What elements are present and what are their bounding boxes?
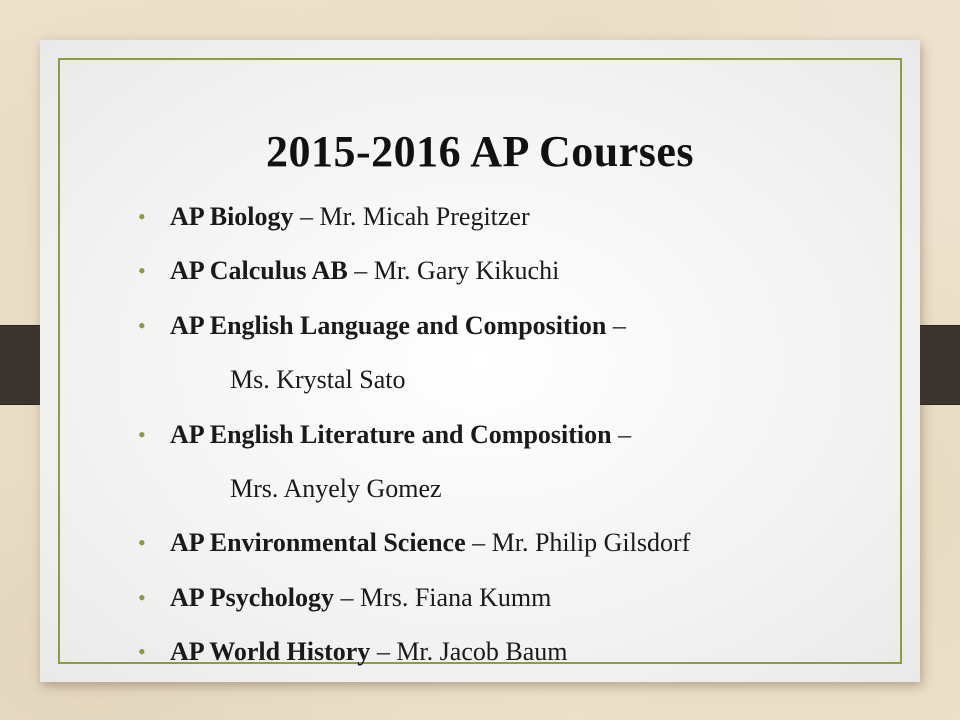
course-name: AP English Language and Composition [170, 310, 607, 340]
separator: – [347, 256, 374, 286]
separator: – [606, 310, 626, 340]
course-name: AP Calculus AB [170, 256, 348, 286]
course-name: AP Environmental Science [170, 528, 466, 558]
teacher-name: Mr. Philip Gilsdorf [491, 528, 691, 558]
teacher-name: Ms. Krystal Sato [230, 365, 406, 395]
bullet-icon: • [138, 204, 146, 229]
course-entry [170, 252, 559, 290]
course-entry [170, 198, 530, 236]
bullet-icon: • [138, 584, 146, 610]
separator: – [611, 419, 632, 449]
course-entry [170, 416, 631, 454]
teacher-name: Mr. Jacob Baum [396, 637, 568, 667]
course-entry [170, 579, 551, 617]
course-entry [170, 524, 690, 562]
bullet-icon: • [138, 258, 146, 284]
slide-title: 2015-2016 AP Courses [266, 127, 694, 176]
course-name: AP Biology [170, 202, 294, 231]
teacher-name: Mr. Micah Pregitzer [319, 202, 530, 231]
bullet-icon: • [138, 421, 146, 447]
bullet-icon: • [138, 639, 146, 665]
course-name: AP World History [170, 637, 371, 667]
separator: – [333, 582, 360, 612]
separator: – [465, 528, 492, 558]
teacher-name: Mrs. Anyely Gomez [230, 473, 442, 503]
slide-card [40, 40, 920, 682]
course-name: AP Psychology [170, 582, 334, 612]
separator: – [293, 202, 320, 231]
teacher-name: Mr. Gary Kikuchi [373, 256, 560, 286]
separator: – [370, 637, 397, 667]
course-entry [170, 633, 567, 671]
bullet-icon: • [138, 530, 146, 556]
course-name: AP English Literature and Composition [170, 419, 612, 449]
course-entry [170, 307, 626, 345]
teacher-name: Mrs. Fiana Kumm [359, 582, 552, 612]
bullet-icon: • [138, 312, 146, 338]
